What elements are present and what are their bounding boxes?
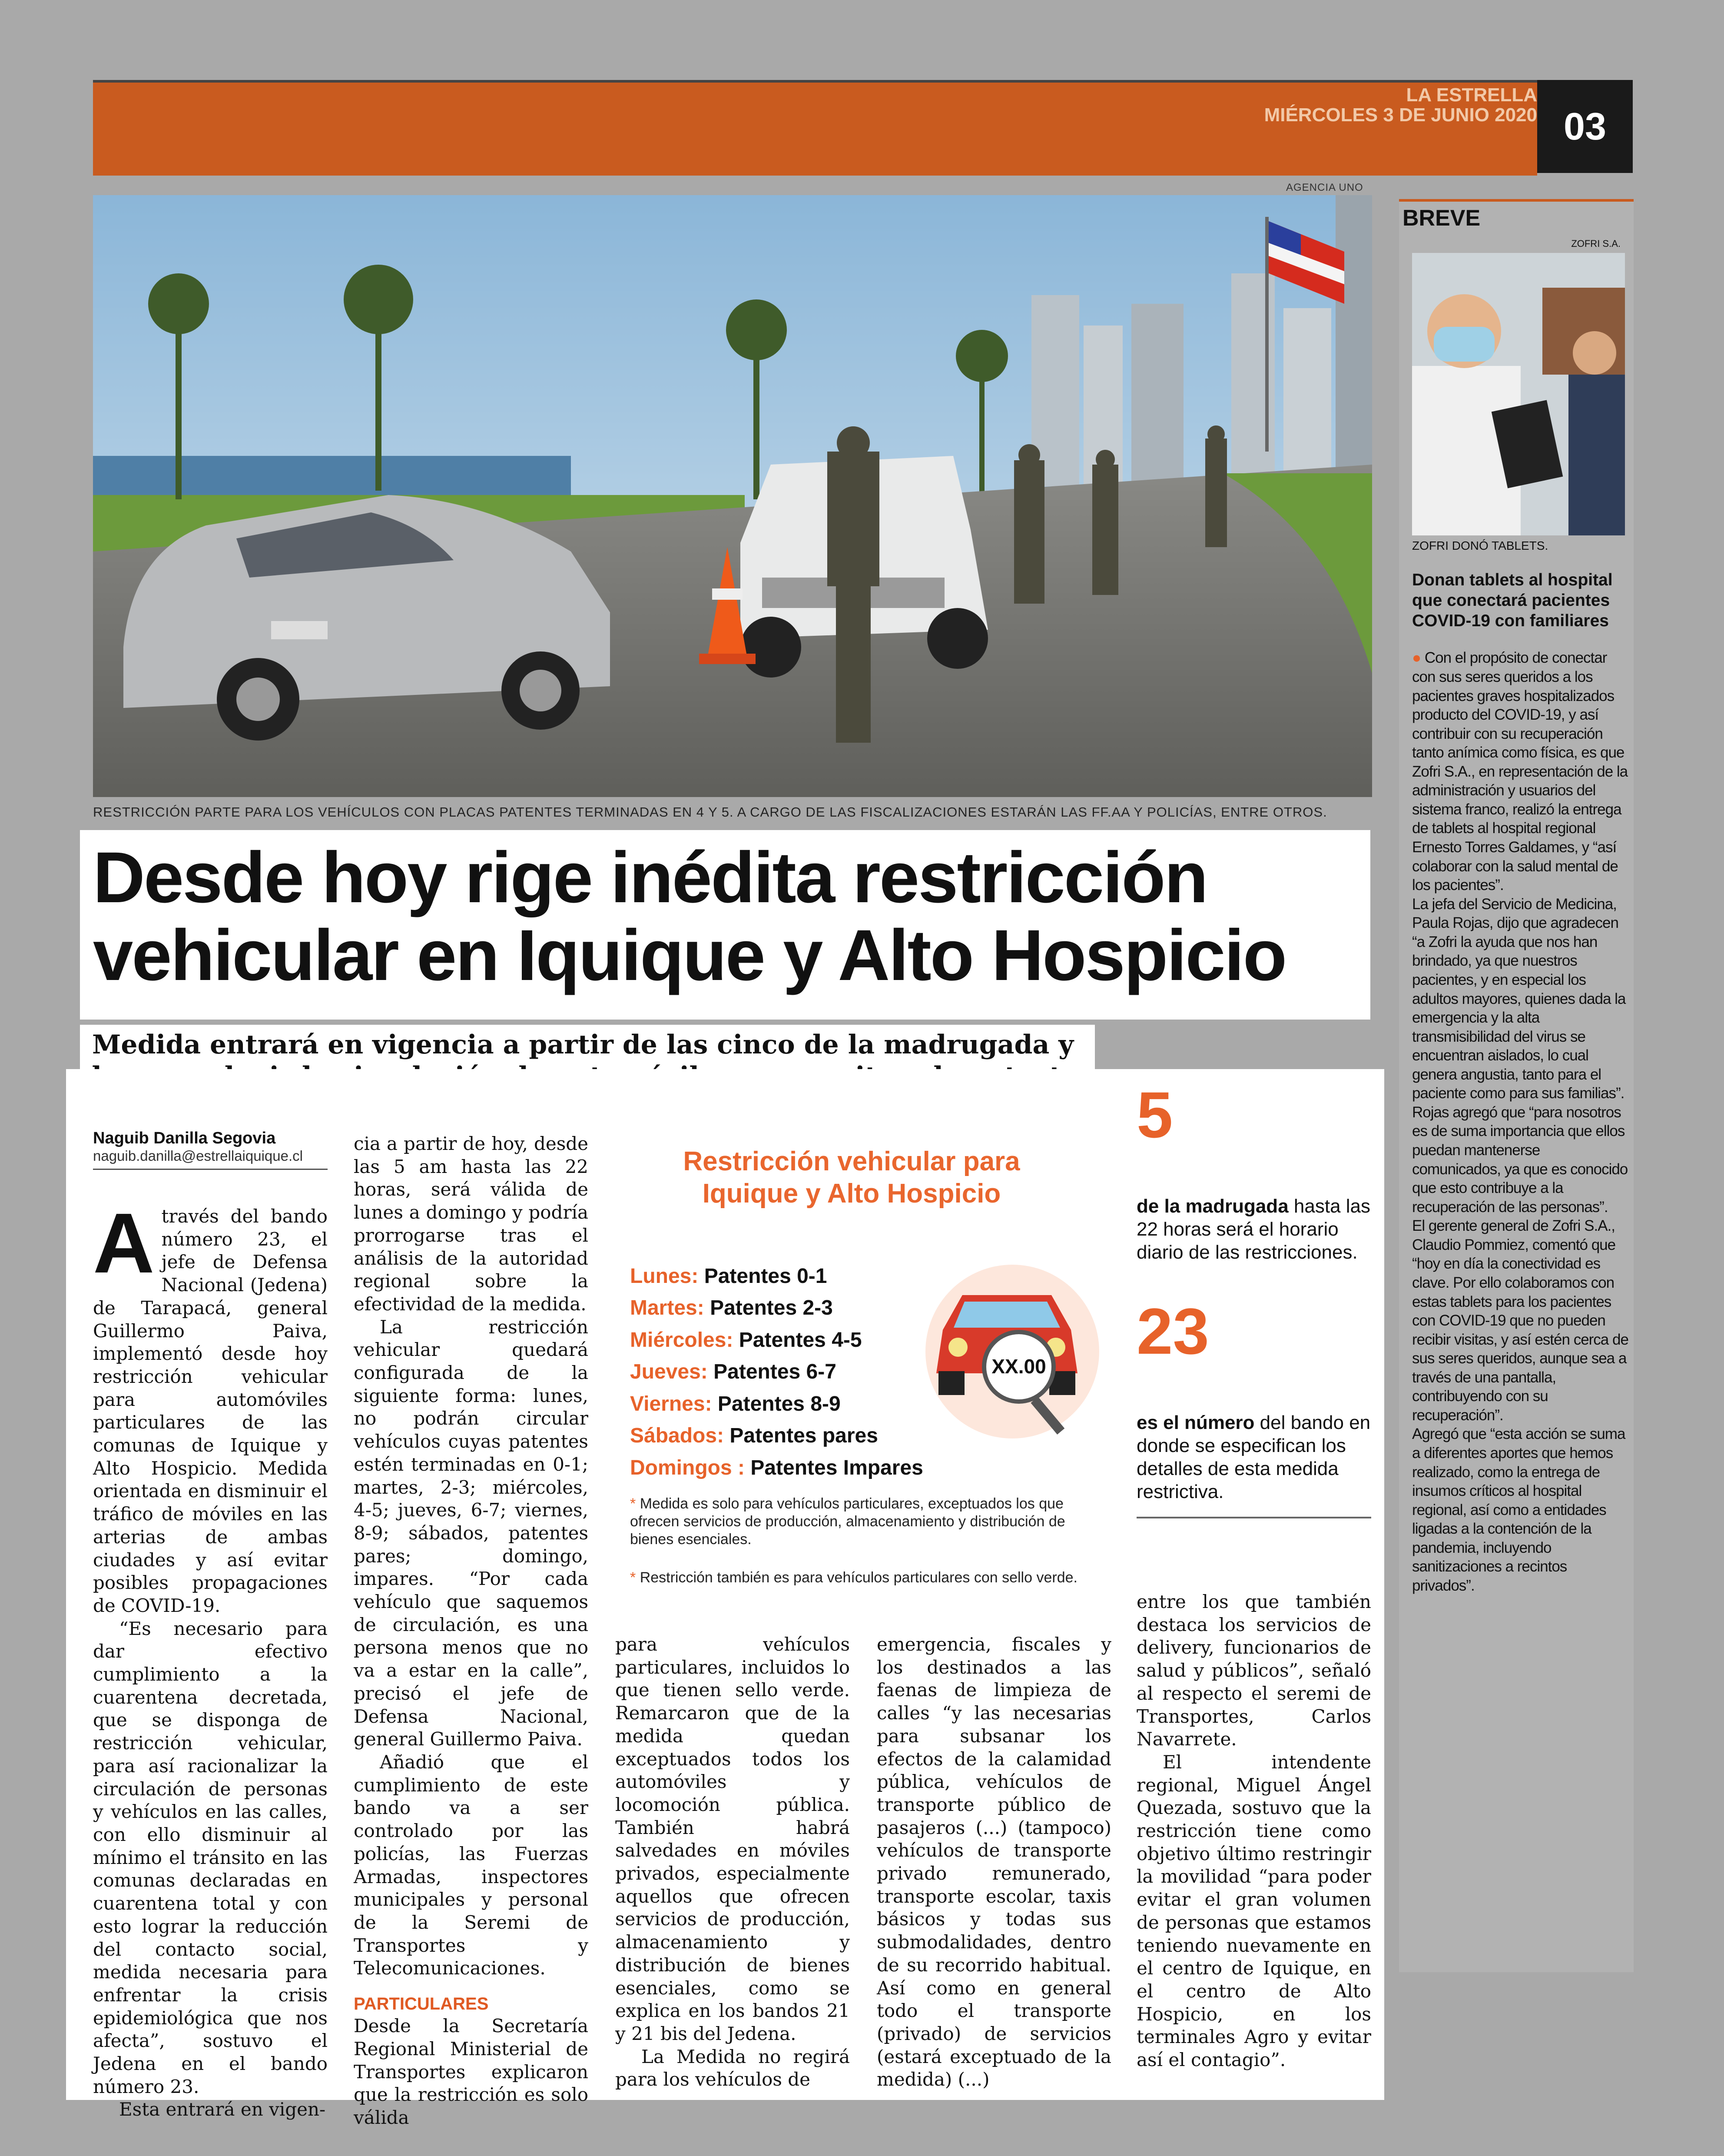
sidebar-paragraph-5: Agregó que “esta acción se suma a diferentes aportes que hemos realizado, como la entrega de insumos críticos al hospital regional, así como a entidades ligadas a la contención de la pandemia, incluyendo sanitizaciones a recintos privados”. bbox=[1412, 1425, 1625, 1594]
col1-paragraph-2: “Es necesario para dar efectivo cumplimiento a la cuarentena decretada, que se disponga de restricción vehicular, para así racionalizar la circulación de personas y vehículos en las calles, con ello disminuir al mínimo el tránsito en las comunas declaradas en cuarentena total y con esto lograr la reducción del contacto social, medida necesaria para enfrentar la crisis epidemiológica que nos afecta”, sostuvo el Jedena en el bando número 23. bbox=[93, 1618, 328, 2097]
checkpoint-photo bbox=[93, 195, 1372, 797]
col5-paragraph-1: entre los que también destaca los servicios de delivery, funcionarios de salud y públicos”, señaló al respecto el seremi de Transportes, Carlos Navarrete. bbox=[1137, 1591, 1371, 1750]
infographic-note-1: * Medida es solo para vehículos particulares, exceptuados los que ofrecen servicios de producción, almacenamiento y distribución de bienes esenciales. bbox=[630, 1495, 1065, 1548]
schedule-row-sabados: Sábados: Patentes pares bbox=[630, 1424, 878, 1448]
sidebar-photo-caption: ZOFRI DONÓ TABLETS. bbox=[1412, 539, 1548, 552]
masthead bbox=[1264, 85, 1537, 125]
byline bbox=[93, 1129, 328, 1170]
sidebar-paragraph-4: El gerente general de Zofri S.A., Claudio Pommiez, comentó que “hoy en día la conectividad es clave. Por ello colaboramos con estas tablets para los pacientes con COVID-19 que no pueden recibir visitas, y así estén cerca de sus seres queridos, aunque sea a través de una pantalla, contribuyendo con su recuperación”. bbox=[1412, 1217, 1628, 1424]
col3-paragraph-1: para vehículos particulares, incluidos lo que tienen sello verde. Remarcaron que de la medida quedan exceptuados todos los automóviles y locomoción pública. También habrá salvedades en móviles privados, especialmente aquellos que ofrecen servicios de producción, almacenamiento y distribución de bienes esenciales, como se explica en los bandos 21 y 21 bis del Jedena. bbox=[615, 1634, 850, 2044]
photo-credit: AGENCIA UNO bbox=[1286, 182, 1363, 193]
sidebar-photo-credit: ZOFRI S.A. bbox=[1571, 238, 1621, 249]
byline-email: naguib.danilla@estrellaiquique.cl bbox=[93, 1148, 303, 1164]
schedule-row-domingos: Domingos : Patentes Impares bbox=[630, 1456, 923, 1479]
photo-caption: RESTRICCIÓN PARTE PARA LOS VEHÍCULOS CON PLACAS PATENTES TERMINADAS EN 4 Y 5. A CARGO DE LAS FISCALIZACIONES ESTARÁN LAS FF.AA Y POLICÍAS, ENTRE OTROS. bbox=[93, 804, 1327, 820]
schedule-row-martes: Martes: Patentes 2-3 bbox=[630, 1296, 833, 1320]
byline-author: Naguib Danilla Segovia bbox=[93, 1129, 276, 1147]
stat-1-text: de la madrugada hasta las 22 horas será el horario diario de las restricciones. bbox=[1137, 1196, 1371, 1263]
col2-paragraph-2: La restricción vehicular quedará configurada de la siguiente forma: lunes, no podrán circular vehículos cuyas patentes estén terminadas en 0-1; martes, 2-3; miércoles, 4-5; jueves, 6-7; viernes, 8-9; sábados, patentes pares; domingo, impares. “Por cada vehículo que saquemos de circulación, es una persona menos que no va a estar en la calle”, precisó el jefe de Defensa Nacional, general Guillermo Paiva. bbox=[354, 1316, 588, 1750]
section-heading-particulares: PARTICULARES bbox=[354, 1994, 489, 2014]
article-column-5 bbox=[1137, 1591, 1371, 2072]
infographic-note-2: * Restricción también es para vehículos particulares con sello verde. bbox=[630, 1569, 1078, 1586]
stat-2-text: es el número del bando en donde se especifican los detalles de esta medida restrictiva. bbox=[1137, 1412, 1371, 1502]
headline-area bbox=[80, 830, 1370, 1020]
schedule-row-viernes: Viernes: Patentes 8-9 bbox=[630, 1392, 841, 1415]
sidebar-headline: Donan tablets al hospital que conectará pacientes COVID-19 con familiares bbox=[1412, 571, 1613, 630]
col1-paragraph-1: través del bando número 23, el jefe de Defensa Nacional (Jedena) de Tarapacá, general Guillermo Paiva, implementó desde hoy restricción vehicular para automóviles particulares de las comunas de Iquique y Alto Hospicio. Medida orientada en disminuir el tráfico de móviles en las arterias de ambas ciudades y así evitar posibles propagaciones de COVID-19. bbox=[93, 1206, 328, 1616]
page-number: 03 bbox=[1537, 80, 1633, 173]
schedule-row-jueves: Jueves: Patentes 6-7 bbox=[630, 1360, 836, 1384]
col5-paragraph-2: El intendente regional, Miguel Ángel Quezada, sostuvo que la restricción tiene como objetivo último restringir la movilidad “para poder evitar el gran volumen de personas que estamos teniendo nuevamente en el centro de Iquique, en el centro de Alto Hospicio, en los terminales Agro y evitar así el contagio”. bbox=[1137, 1751, 1371, 2071]
article-column-1 bbox=[93, 1196, 328, 2121]
sidebar-paragraph-1: Con el propósito de conectar con sus seres queridos a los pacientes graves hospitalizados producto del COVID-19, y así contribuir con su recuperación tanto anímica como física, es que Zofri S.A., en representación de la administración y usuarios del sistema franco, realizó la entrega de tablets al hospital regional Ernesto Torres Galdames, y “así colaborar con la salud mental de los pacientes”. bbox=[1412, 649, 1628, 894]
sidebar-photo bbox=[1412, 253, 1625, 535]
breve-sidebar bbox=[1399, 199, 1634, 1972]
main-photo bbox=[93, 195, 1372, 797]
stats-box bbox=[1112, 1073, 1373, 1518]
col2-paragraph-4: Desde la Secretaría Regional Ministerial de Transportes explicaron que la restricción es solo válida bbox=[354, 2015, 588, 2129]
dropcap: A bbox=[93, 1196, 155, 1291]
tablet-donation-photo bbox=[1412, 253, 1625, 535]
article-column-4 bbox=[877, 1633, 1111, 2091]
restriction-schedule bbox=[630, 1260, 923, 1484]
paper-name: LA ESTRELLA bbox=[1406, 84, 1537, 106]
sidebar-body: ● Con el propósito de conectar con sus seres queridos a los pacientes graves hospitalizados producto del COVID-19, y así contribuir con su recuperación tanto anímica como física, es que Zofri S.A., en representación de la administración y usuarios del sistema franco, realizó la entrega de tablets al hospital regional Ernesto Torres Galdames, y “así colaborar con la salud mental de los pacientes”. La jefa del Servicio de Medicina, Paula Rojas, dijo que agradecen “a Zofri la ayuda que nos han brindado, ya que nuestros pacientes, y en especial los adultos mayores, quienes dada la emergencia y la alta transmisibilidad del virus se encuentran aislados, lo cual genera angustia, tanto para el paciente como para sus familias”. Rojas agregó que “para nosotros es de suma importancia que ellos puedan mantenerse comunicados, ya que es conocido que esto contribuye a la recuperación de las personas”. El gerente general de Zofri S.A., Claudio Pommiez, comentó que “hoy en día la conectividad es clave. Por ello colaboramos con estas tablets para los pacientes con COVID-19 que no pueden recibir visitas, y así estén cerca de sus seres queridos, aunque sea a través de una pantalla, contribuyendo con su recuperación”. Agregó que “esta acción se suma a diferentes aportes que hemos realizado, como la entrega de insumos críticos al hospital regional, así como a entidades ligadas a la contención de la pandemia, incluyendo sanitizaciones a recintos privados”. bbox=[1412, 648, 1629, 1595]
infographic-title: Restricción vehicular para Iquique y Alto Hospicio bbox=[683, 1146, 1020, 1209]
breve-label: BREVE bbox=[1402, 206, 1481, 231]
sidebar-paragraph-3: Rojas agregó que “para nosotros es de suma importancia que ellos puedan mantenerse comunicados, ya que es conocido que esto contribuye a la recuperación de las personas”. bbox=[1412, 1103, 1628, 1216]
car-magnifier-illustration bbox=[921, 1265, 1104, 1438]
plate-text: XX.00 bbox=[991, 1355, 1046, 1378]
col2-paragraph-3: Añadió que el cumplimiento de este bando va a ser controlado por las policías, las Fuerzas Armadas, inspectores municipales y personal de la Seremi de Transportes y Telecomunicaciones. bbox=[354, 1751, 588, 1979]
schedule-row-miercoles: Miércoles: Patentes 4-5 bbox=[630, 1328, 862, 1352]
col1-paragraph-3: Esta entrará en vigen- bbox=[119, 2099, 326, 2120]
schedule-row-lunes: Lunes: Patentes 0-1 bbox=[630, 1265, 827, 1288]
col4-paragraph-1: emergencia, fiscales y los destinados a las faenas de limpieza de calles “y las necesarias para subsanar los efectos de la calamidad pública, vehículos de transporte público de pasajeros (...) (tampoco) vehículos de transporte privado remunerado, transporte escolar, taxis básicos y todas sus submodalidades, dentro de su recorrido habitual. Así como en general todo el transporte (privado) de servicios (estará exceptuado de la medida) (...) bbox=[877, 1634, 1111, 2090]
stat-1-number: 5 bbox=[1137, 1078, 1173, 1151]
subhead: Medida entrará en vigencia a partir de las cinco de la madrugada y bbox=[92, 1030, 1074, 1060]
sidebar-paragraph-2: La jefa del Servicio de Medicina, Paula Rojas, dijo que agradecen “a Zofri la ayuda que nos han brindado, ya que nuestros pacientes, y en especial los adultos mayores, quienes dada la emergencia y la alta transmisibilidad del virus se encuentran aislados, lo cual genera angustia, tanto para el paciente como para sus familias”. bbox=[1412, 895, 1626, 1102]
article-column-2 bbox=[354, 1133, 588, 2129]
issue-date: MIÉRCOLES 3 DE JUNIO 2020 bbox=[1264, 104, 1537, 126]
stat-2-number: 23 bbox=[1137, 1295, 1209, 1368]
infographic bbox=[617, 1139, 1117, 1617]
col3-paragraph-2: La Medida no regirá para los vehículos de bbox=[615, 2046, 850, 2090]
article-column-3 bbox=[615, 1633, 850, 2091]
col2-paragraph-1: cia a partir de hoy, desde las 5 am hasta las 22 horas, será válida de lunes a domingo y podría prorrogarse tras el análisis de la autoridad regional sobre la efectividad de la medida. bbox=[354, 1133, 588, 1315]
headline: Desde hoy rige inédita restricción vehicular en Iquique y Alto Hospicio bbox=[93, 837, 1286, 996]
